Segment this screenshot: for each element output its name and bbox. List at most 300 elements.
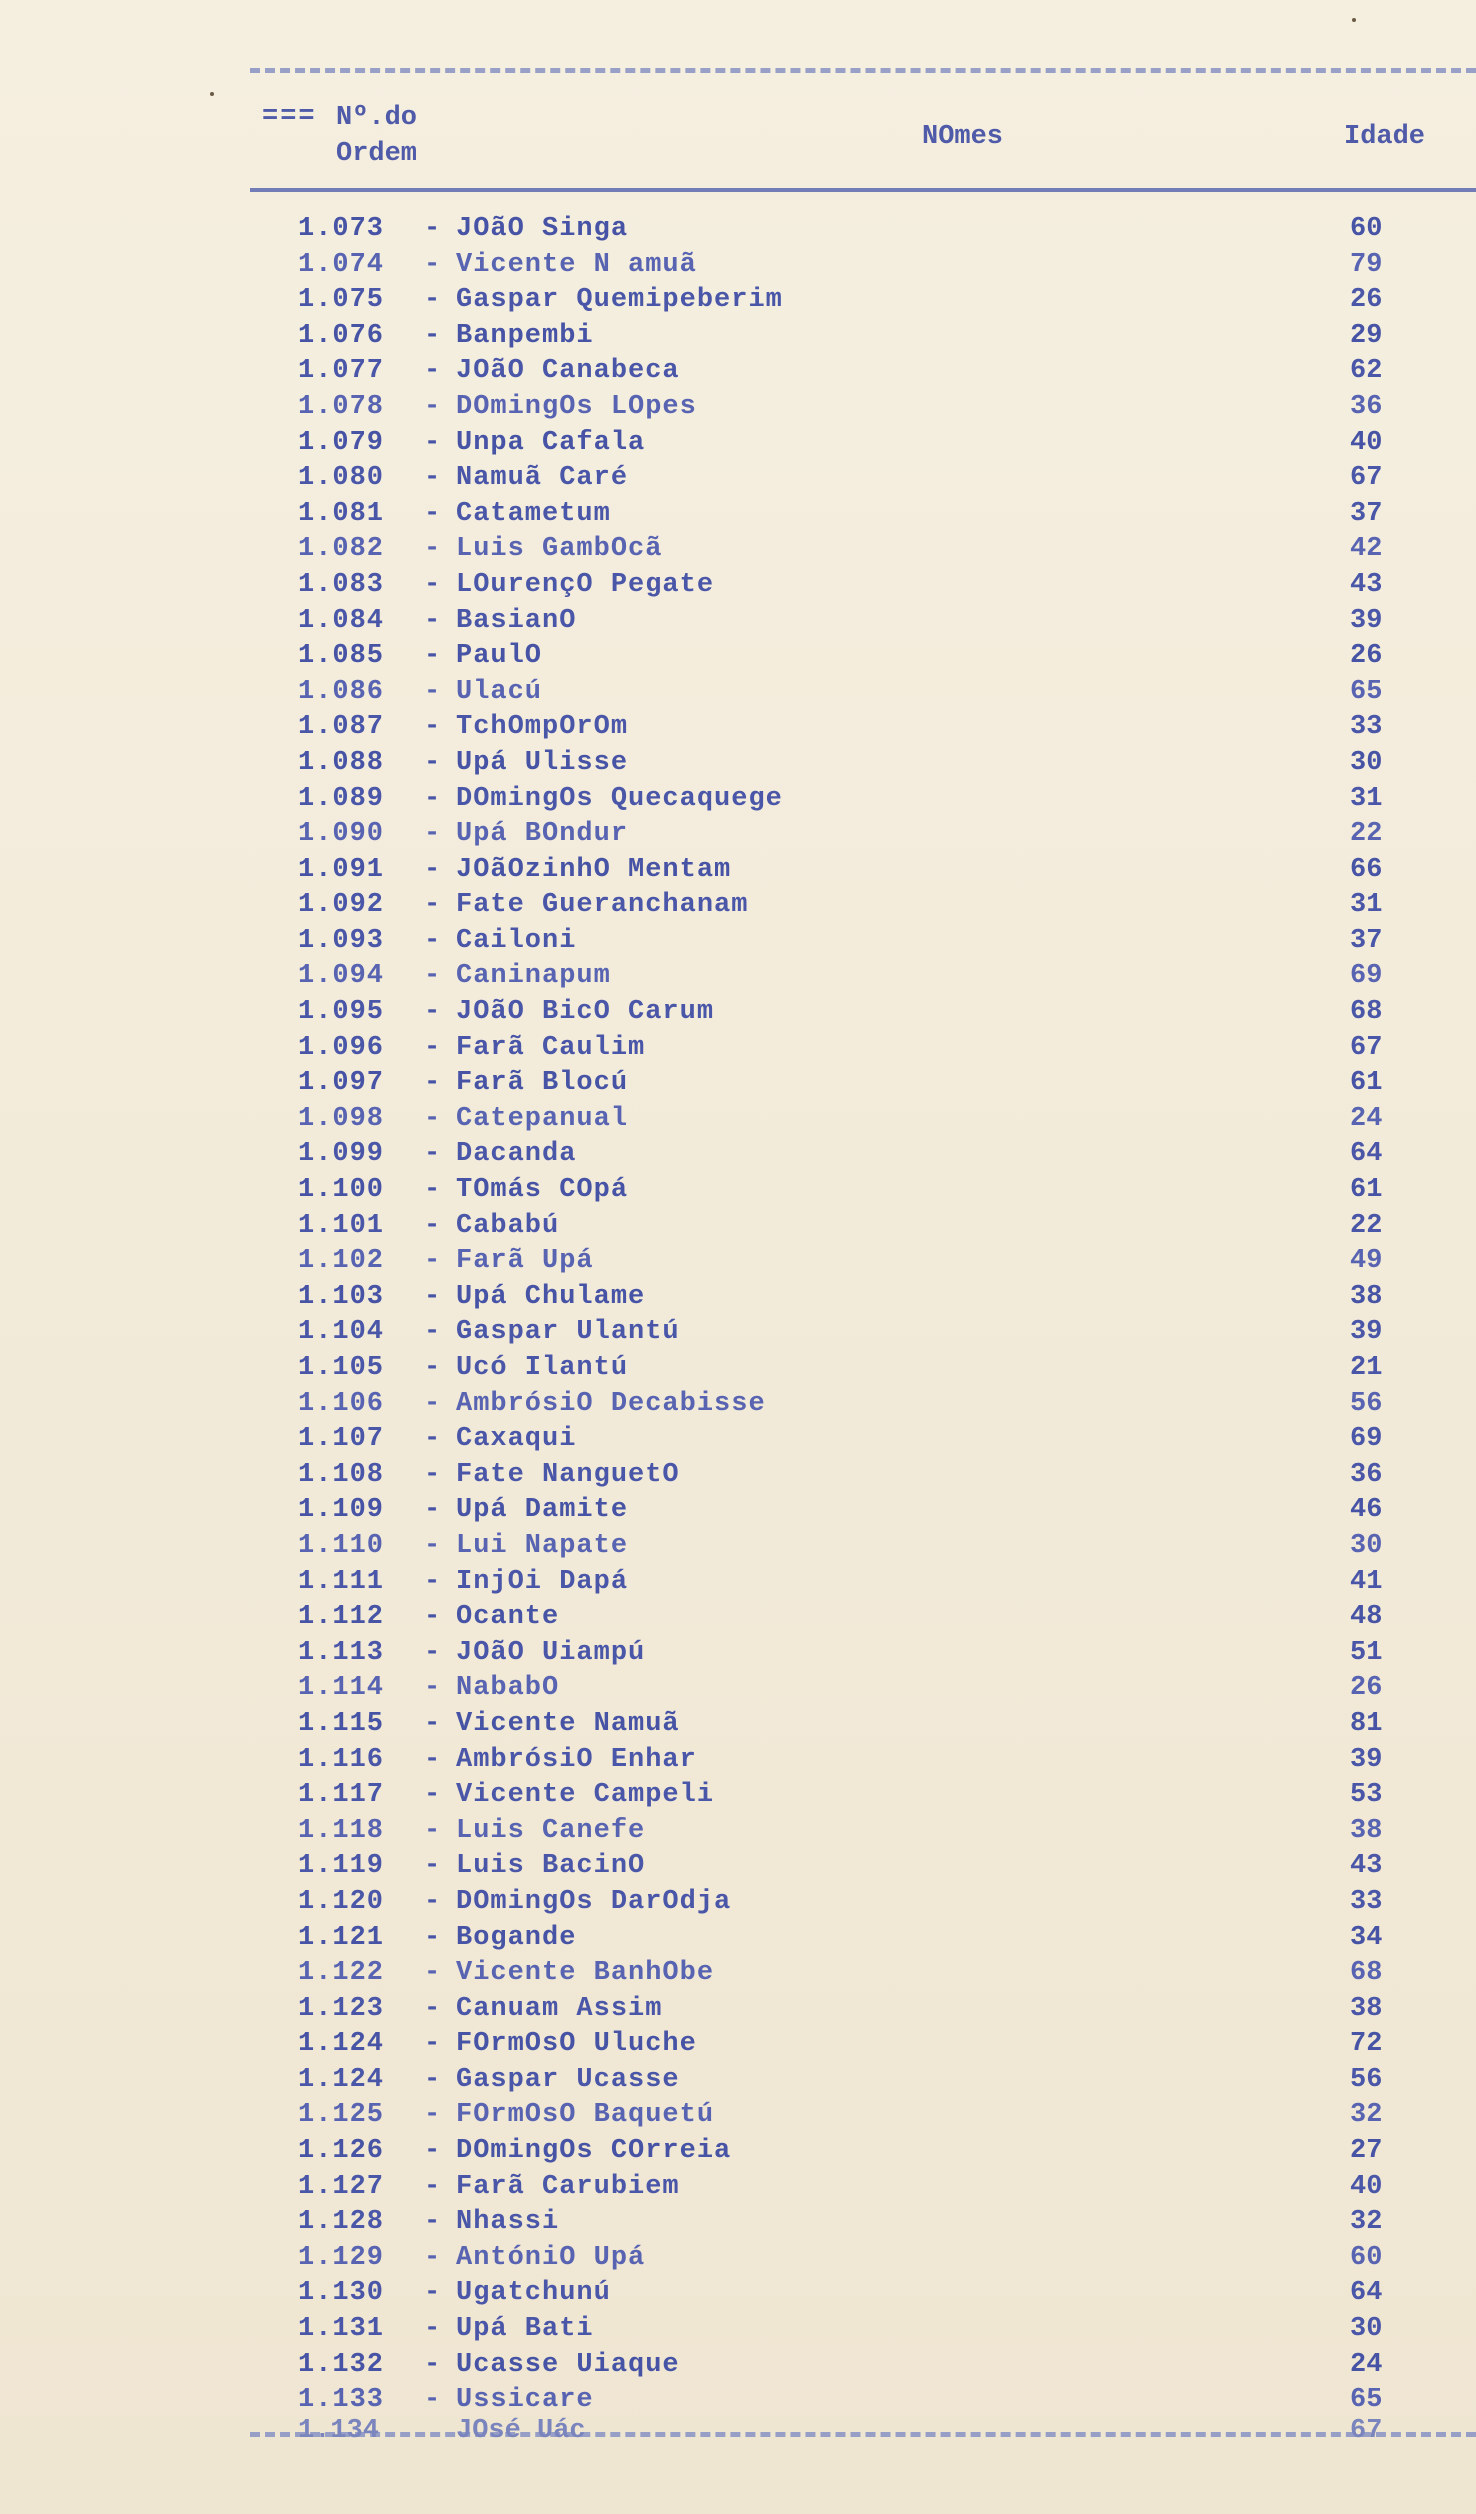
row-nome: Bogande: [456, 1922, 577, 1953]
list-item: [0, 1066, 1476, 1102]
row-separator: -: [424, 1068, 441, 1099]
row-nome: Gaspar Ucasse: [456, 2064, 680, 2095]
row-nome: Namuã Caré: [456, 463, 629, 494]
row-ordem: 1.078: [298, 391, 385, 422]
row-idade: 24: [1350, 1103, 1383, 1134]
list-item: [0, 1707, 1476, 1743]
row-nome: JOãOzinhO Mentam: [456, 854, 732, 885]
ink-speck: [210, 92, 214, 96]
row-ordem: 1.088: [298, 747, 385, 778]
list-item: [0, 2348, 1476, 2384]
row-nome: Lui Napate: [456, 1530, 629, 1561]
row-ordem: 1.124: [298, 2029, 385, 2060]
row-nome: Luis BacinO: [456, 1851, 646, 1882]
list-item: [0, 2383, 1476, 2419]
row-separator: -: [424, 1851, 441, 1882]
row-nome: Farã Upá: [456, 1246, 594, 1277]
ink-speck: [1352, 18, 1356, 22]
row-ordem: 1.109: [298, 1495, 385, 1526]
row-idade: 67: [1350, 463, 1383, 494]
row-idade: 39: [1350, 1744, 1383, 1775]
row-idade: 49: [1350, 1246, 1383, 1277]
row-separator: -: [424, 1032, 441, 1063]
list-item: [0, 426, 1476, 462]
row-ordem: 1.112: [298, 1602, 385, 1633]
row-nome: Canuam Assim: [456, 1993, 663, 2024]
row-nome: DOmingOs DarOdja: [456, 1886, 732, 1917]
row-separator: -: [424, 2136, 441, 2167]
row-ordem: 1.129: [298, 2242, 385, 2273]
list-item: [0, 853, 1476, 889]
row-nome: BasianO: [456, 605, 577, 636]
row-idade: 53: [1350, 1780, 1383, 1811]
list-item: [0, 1849, 1476, 1885]
row-separator: -: [424, 1566, 441, 1597]
row-idade: 21: [1350, 1353, 1383, 1383]
row-idade: 79: [1350, 249, 1383, 280]
list-item: [0, 782, 1476, 818]
row-idade: 26: [1350, 641, 1383, 672]
header-ordem-line2: Ordem: [336, 139, 418, 169]
row-idade: 38: [1350, 1993, 1383, 2024]
row-separator: -: [424, 2207, 441, 2238]
row-separator: -: [424, 1637, 441, 1668]
list-item: [0, 995, 1476, 1031]
row-separator: -: [424, 1103, 441, 1134]
row-idade: 32: [1350, 2100, 1383, 2131]
row-separator: -: [424, 2242, 441, 2273]
row-separator: -: [424, 925, 441, 956]
row-nome: Vicente Namuã: [456, 1708, 680, 1739]
list-item: [0, 639, 1476, 675]
row-nome: Unpa Cafala: [456, 427, 646, 458]
row-separator: -: [424, 1958, 441, 1989]
row-separator: -: [424, 997, 441, 1028]
row-ordem: 1.081: [298, 498, 385, 529]
row-idade: 64: [1350, 2278, 1383, 2309]
row-nome: JOsé Uác: [456, 2416, 586, 2446]
row-ordem: 1.116: [298, 1744, 385, 1775]
row-ordem: 1.089: [298, 783, 385, 814]
row-ordem: 1.121: [298, 1922, 385, 1953]
row-separator: -: [424, 1281, 441, 1312]
list-item: [0, 1102, 1476, 1138]
row-nome: Ucasse Uiaque: [456, 2349, 680, 2380]
row-nome: JOãO Uiampú: [456, 1637, 646, 1668]
row-separator: -: [424, 2100, 441, 2131]
row-ordem: 1.134: [298, 2416, 380, 2446]
row-separator: -: [424, 1317, 441, 1348]
list-item: [0, 1173, 1476, 1209]
row-nome: Gaspar Quemipeberim: [456, 285, 783, 316]
row-separator: -: [424, 1993, 441, 2024]
list-item: [0, 1743, 1476, 1779]
row-ordem: 1.079: [298, 427, 385, 458]
list-item: [0, 1565, 1476, 1601]
row-nome: Vicente Campeli: [456, 1780, 715, 1811]
list-item: [0, 2312, 1476, 2348]
row-idade: 65: [1350, 2385, 1383, 2416]
row-nome: Catametum: [456, 498, 611, 529]
row-nome: TchOmpOrOm: [456, 712, 629, 743]
row-ordem: 1.073: [298, 214, 385, 244]
row-separator: -: [424, 285, 441, 316]
row-idade: 38: [1350, 1815, 1383, 1846]
row-nome: Upá Bati: [456, 2314, 594, 2345]
row-separator: -: [424, 1246, 441, 1277]
row-idade: 72: [1350, 2029, 1383, 2060]
list-item: [0, 1778, 1476, 1814]
row-separator: -: [424, 1780, 441, 1811]
row-ordem: 1.114: [298, 1673, 385, 1704]
row-separator: -: [424, 1673, 441, 1704]
row-nome: DOmingOs COrreia: [456, 2136, 732, 2167]
row-ordem: 1.115: [298, 1708, 385, 1739]
row-nome: Vicente BanhObe: [456, 1958, 715, 1989]
row-nome: Vicente N amuã: [456, 249, 697, 280]
row-ordem: 1.082: [298, 534, 385, 565]
row-ordem: 1.104: [298, 1317, 385, 1348]
row-nome: Banpembi: [456, 320, 594, 351]
row-separator: -: [424, 1353, 441, 1383]
list-item: [0, 2170, 1476, 2206]
row-ordem: 1.123: [298, 1993, 385, 2024]
row-idade: 81: [1350, 1708, 1383, 1739]
row-idade: 22: [1350, 1210, 1383, 1241]
header-ordem-line1: Nº.do: [336, 103, 418, 133]
registry-list: [0, 212, 1476, 2419]
row-ordem: 1.131: [298, 2314, 385, 2345]
row-separator: -: [424, 1424, 441, 1455]
row-nome: NababO: [456, 1673, 560, 1704]
row-nome: PaulO: [456, 641, 543, 672]
row-ordem: 1.126: [298, 2136, 385, 2167]
row-ordem: 1.108: [298, 1459, 385, 1490]
row-separator: -: [424, 961, 441, 992]
row-idade: 65: [1350, 676, 1383, 707]
row-nome: Cailoni: [456, 925, 577, 956]
row-ordem: 1.083: [298, 569, 385, 600]
row-nome: Nhassi: [456, 2207, 560, 2238]
row-separator: -: [424, 463, 441, 494]
row-idade: 31: [1350, 783, 1383, 814]
list-item: [0, 1244, 1476, 1280]
row-ordem: 1.120: [298, 1886, 385, 1917]
row-idade: 40: [1350, 427, 1383, 458]
row-nome: Catepanual: [456, 1103, 629, 1134]
table-header: [250, 96, 1476, 186]
row-ordem: 1.077: [298, 356, 385, 387]
row-separator: -: [424, 2171, 441, 2202]
list-item: [0, 319, 1476, 355]
list-item: [0, 959, 1476, 995]
row-separator: -: [424, 1886, 441, 1917]
row-separator: -: [424, 819, 441, 850]
list-item: [0, 1137, 1476, 1173]
row-nome: Caxaqui: [456, 1424, 577, 1455]
row-nome: Fate NanguetO: [456, 1459, 680, 1490]
row-idade: 30: [1350, 2314, 1383, 2345]
list-item: [0, 1458, 1476, 1494]
row-nome: Luis GambOcã: [456, 534, 663, 565]
row-nome: Ucó Ilantú: [456, 1353, 629, 1383]
row-ordem: 1.118: [298, 1815, 385, 1846]
list-item: [0, 710, 1476, 746]
row-idade: 40: [1350, 2171, 1383, 2202]
list-item: [0, 1031, 1476, 1067]
header-nomes: NOmes: [922, 122, 1004, 152]
row-separator: -: [424, 320, 441, 351]
row-nome: JOãO Singa: [456, 214, 629, 244]
list-item: [0, 354, 1476, 390]
row-ordem: 1.080: [298, 463, 385, 494]
row-idade: 41: [1350, 1566, 1383, 1597]
row-idade: 43: [1350, 1851, 1383, 1882]
row-separator: -: [424, 1922, 441, 1953]
list-item: [0, 248, 1476, 284]
row-ordem: 1.119: [298, 1851, 385, 1882]
list-item: [0, 568, 1476, 604]
row-idade: 32: [1350, 2207, 1383, 2238]
top-dashed-rule: [250, 68, 1476, 73]
row-separator: -: [424, 712, 441, 743]
row-separator: -: [424, 1459, 441, 1490]
row-nome: JOãO BicO Carum: [456, 997, 715, 1028]
row-nome: Farã Carubiem: [456, 2171, 680, 2202]
row-idade: 39: [1350, 1317, 1383, 1348]
row-ordem: 1.090: [298, 819, 385, 850]
row-separator: -: [424, 1495, 441, 1526]
row-idade: 60: [1350, 214, 1383, 244]
bottom-dashed-rule: [250, 2432, 1476, 2437]
list-item: [0, 212, 1476, 248]
list-item: [0, 390, 1476, 426]
list-item: [0, 746, 1476, 782]
row-nome: AmbrósiO Enhar: [456, 1744, 697, 1775]
row-separator: -: [424, 1175, 441, 1206]
row-ordem: 1.106: [298, 1388, 385, 1419]
row-idade: 48: [1350, 1602, 1383, 1633]
row-idade: 37: [1350, 925, 1383, 956]
row-idade: 43: [1350, 569, 1383, 600]
row-ordem: 1.098: [298, 1103, 385, 1134]
row-separator: -: [424, 534, 441, 565]
row-idade: 26: [1350, 1673, 1383, 1704]
row-idade: 61: [1350, 1068, 1383, 1099]
row-idade: 34: [1350, 1922, 1383, 1953]
row-idade: 36: [1350, 1459, 1383, 1490]
list-item: [0, 2205, 1476, 2241]
list-item: [0, 2241, 1476, 2277]
list-item: [0, 1529, 1476, 1565]
row-idade: 37: [1350, 498, 1383, 529]
row-nome: Upá Damite: [456, 1495, 629, 1526]
row-idade: 39: [1350, 605, 1383, 636]
list-item: [0, 604, 1476, 640]
list-item: [0, 1315, 1476, 1351]
row-nome: FOrmOsO Uluche: [456, 2029, 697, 2060]
row-ordem: 1.094: [298, 961, 385, 992]
row-ordem: 1.085: [298, 641, 385, 672]
row-ordem: 1.075: [298, 285, 385, 316]
row-idade: 60: [1350, 2242, 1383, 2273]
row-separator: -: [424, 1815, 441, 1846]
list-item: [0, 2027, 1476, 2063]
row-separator: -: [424, 2029, 441, 2060]
row-nome: Ocante: [456, 1602, 560, 1633]
row-separator: -: [424, 2064, 441, 2095]
row-nome: Ugatchunú: [456, 2278, 611, 2309]
list-item: [0, 1280, 1476, 1316]
row-separator: -: [424, 890, 441, 921]
row-ordem: 1.097: [298, 1068, 385, 1099]
row-nome: Fate Gueranchanam: [456, 890, 749, 921]
row-ordem: 1.102: [298, 1246, 385, 1277]
row-separator: -: [424, 2314, 441, 2345]
row-ordem: 1.132: [298, 2349, 385, 2380]
row-idade: 33: [1350, 712, 1383, 743]
row-nome: Ulacú: [456, 676, 543, 707]
row-ordem: 1.096: [298, 1032, 385, 1063]
row-idade: 69: [1350, 961, 1383, 992]
row-nome: LOurençO Pegate: [456, 569, 715, 600]
row-idade: 62: [1350, 356, 1383, 387]
row-separator: -: [424, 2349, 441, 2380]
row-nome: DOmingOs Quecaquege: [456, 783, 783, 814]
row-ordem: 1.100: [298, 1175, 385, 1206]
row-nome: Upá Ulisse: [456, 747, 629, 778]
row-idade: 61: [1350, 1175, 1383, 1206]
row-ordem: 1.084: [298, 605, 385, 636]
row-separator: -: [424, 605, 441, 636]
list-item: [0, 1885, 1476, 1921]
row-ordem: 1.076: [298, 320, 385, 351]
row-separator: -: [424, 1210, 441, 1241]
row-ordem: 1.111: [298, 1566, 385, 1597]
row-ordem: 1.087: [298, 712, 385, 743]
list-item: [0, 1671, 1476, 1707]
list-item: [0, 1387, 1476, 1423]
row-ordem: 1.101: [298, 1210, 385, 1241]
row-ordem: 1.086: [298, 676, 385, 707]
row-ordem: 1.099: [298, 1139, 385, 1170]
row-nome: Dacanda: [456, 1139, 577, 1170]
row-idade: 64: [1350, 1139, 1383, 1170]
row-ordem: 1.110: [298, 1530, 385, 1561]
row-ordem: 1.095: [298, 997, 385, 1028]
row-nome: Ussicare: [456, 2385, 594, 2416]
list-item: [0, 675, 1476, 711]
row-ordem: 1.074: [298, 249, 385, 280]
list-item: [0, 888, 1476, 924]
row-idade: 42: [1350, 534, 1383, 565]
row-nome: Luis Canefe: [456, 1815, 646, 1846]
row-idade: 38: [1350, 1281, 1383, 1312]
header-ordem: [336, 100, 417, 172]
list-item: [0, 497, 1476, 533]
row-idade: 33: [1350, 1886, 1383, 1917]
row-nome: Upá Chulame: [456, 1281, 646, 1312]
row-idade: 68: [1350, 997, 1383, 1028]
row-idade: 56: [1350, 2064, 1383, 2095]
row-ordem: 1.130: [298, 2278, 385, 2309]
row-separator: -: [424, 214, 441, 244]
header-marker: ===: [262, 102, 317, 132]
row-idade: 67: [1350, 2416, 1383, 2446]
row-ordem: 1.117: [298, 1780, 385, 1811]
row-idade: 51: [1350, 1637, 1383, 1668]
row-ordem: 1.105: [298, 1353, 385, 1383]
row-nome: FOrmOsO Baquetú: [456, 2100, 715, 2131]
row-separator: -: [424, 676, 441, 707]
row-separator: -: [424, 1708, 441, 1739]
list-item: [0, 2063, 1476, 2099]
row-idade: 24: [1350, 2349, 1383, 2380]
list-item: [0, 1814, 1476, 1850]
row-nome: AntóniO Upá: [456, 2242, 646, 2273]
row-idade: 31: [1350, 890, 1383, 921]
list-item: [0, 1921, 1476, 1957]
row-idade: 67: [1350, 1032, 1383, 1063]
list-item: [0, 1600, 1476, 1636]
list-item: [0, 1209, 1476, 1245]
row-separator: -: [424, 391, 441, 422]
row-separator: -: [424, 2385, 441, 2416]
row-separator: -: [424, 1602, 441, 1633]
list-item: [0, 1636, 1476, 1672]
row-separator: -: [424, 498, 441, 529]
list-item: [0, 532, 1476, 568]
row-ordem: 1.103: [298, 1281, 385, 1312]
row-ordem: 1.107: [298, 1424, 385, 1455]
row-ordem: 1.113: [298, 1637, 385, 1668]
list-item: [0, 1351, 1476, 1387]
row-separator: -: [424, 2278, 441, 2309]
row-nome: Caninapum: [456, 961, 611, 992]
row-nome: TOmás COpá: [456, 1175, 629, 1206]
row-separator: -: [424, 1744, 441, 1775]
row-ordem: 1.133: [298, 2385, 385, 2416]
row-separator: -: [424, 1530, 441, 1561]
header-idade: Idade: [1344, 122, 1426, 152]
row-idade: 30: [1350, 1530, 1383, 1561]
row-nome: AmbrósiO Decabisse: [456, 1388, 766, 1419]
list-item: [0, 461, 1476, 497]
row-idade: 68: [1350, 1958, 1383, 1989]
row-idade: 36: [1350, 391, 1383, 422]
row-nome: Gaspar Ulantú: [456, 1317, 680, 1348]
list-item: [0, 1493, 1476, 1529]
row-nome: InjOi Dapá: [456, 1566, 629, 1597]
row-nome: Farã Blocú: [456, 1068, 629, 1099]
row-separator: -: [424, 1388, 441, 1419]
list-item: [0, 924, 1476, 960]
row-separator: -: [424, 569, 441, 600]
row-ordem: 1.128: [298, 2207, 385, 2238]
row-separator: -: [424, 783, 441, 814]
list-item: [0, 817, 1476, 853]
list-item: [0, 2276, 1476, 2312]
row-idade: 46: [1350, 1495, 1383, 1526]
row-idade: 66: [1350, 854, 1383, 885]
row-ordem: 1.122: [298, 1958, 385, 1989]
row-idade: 27: [1350, 2136, 1383, 2167]
row-idade: 69: [1350, 1424, 1383, 1455]
list-item: [0, 2098, 1476, 2134]
row-ordem: 1.092: [298, 890, 385, 921]
header-rule: [250, 188, 1476, 192]
row-separator: -: [424, 854, 441, 885]
